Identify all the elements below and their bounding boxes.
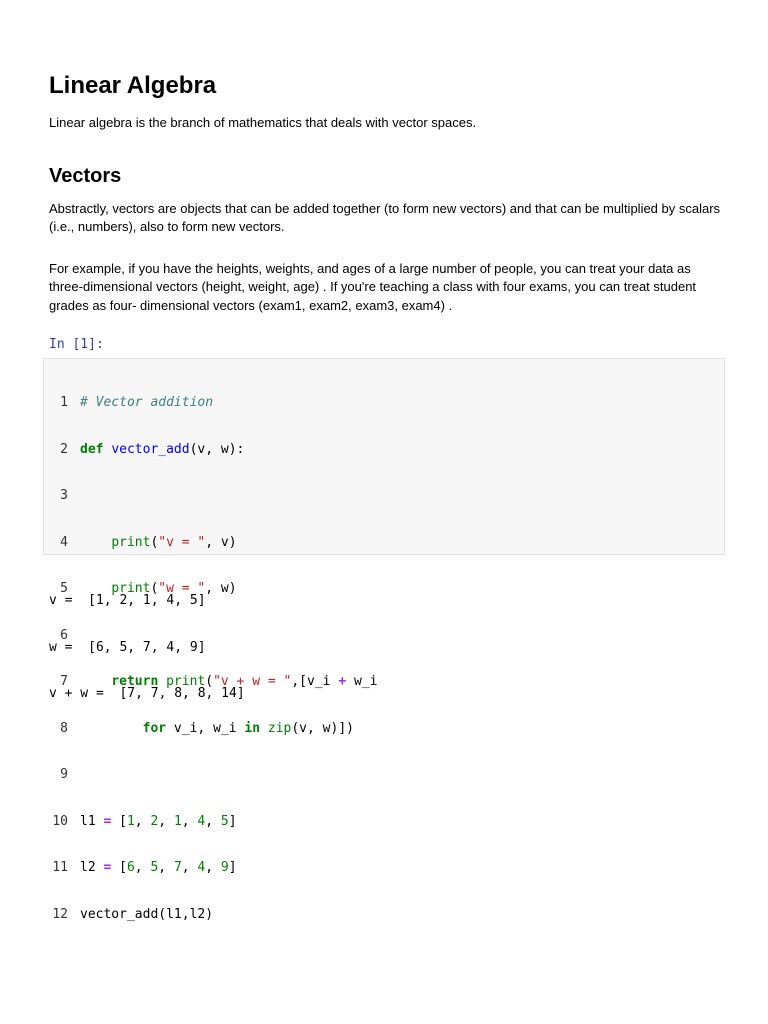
code-operator: +: [338, 674, 347, 689]
code-builtin: print: [111, 534, 151, 550]
paragraph-example: For example, if you have the heights, weights, and ages of a large number of people, you can treat your data as three-dimensional vectors (height, weight, age) . If you're teaching a class with four exams, you can treat student grades as four- dimensional vectors (exam1, exam2, exam3, exam4) .: [49, 261, 697, 313]
code-text: [: [111, 813, 127, 829]
line-number: 7: [60, 674, 68, 689]
code-number: 2: [150, 813, 159, 829]
code-text: ,: [181, 813, 198, 829]
code-text: [: [111, 860, 127, 875]
code-text: , v): [205, 534, 237, 550]
code-line: [49, 535, 377, 551]
input-prompt: In [1]:: [49, 337, 104, 352]
line-number: 2: [60, 441, 68, 457]
code-keyword: def: [80, 441, 104, 457]
code-text: (: [205, 674, 214, 689]
line-number: 3: [60, 488, 68, 503]
code-text: , w): [205, 581, 237, 596]
code-line: [49, 442, 377, 458]
code-keyword: return: [111, 674, 159, 689]
code-text: [260, 721, 268, 736]
line-number: 11: [52, 860, 68, 875]
code-function-name: vector_add: [111, 441, 190, 457]
code-keyword: for: [142, 720, 167, 736]
code-number: 7: [173, 860, 182, 875]
paragraph-abstract: Abstractly, vectors are objects that can be added together (to form new vectors) and that can be multiplied by scalars (i.e., numbers), also to form new vectors.: [49, 201, 721, 235]
code-text: (: [150, 534, 159, 550]
code-text: ,: [205, 813, 221, 829]
output-line: w = [6, 5, 7, 4, 9]: [49, 639, 206, 655]
code-keyword: in: [244, 720, 261, 736]
code-text: ,: [158, 860, 174, 875]
line-number: 4: [60, 534, 68, 550]
output-line: v + w = [7, 7, 8, 8, 14]: [49, 686, 245, 701]
code-text: v_i, w_i: [166, 720, 245, 736]
code-number: 9: [220, 860, 229, 875]
code-text: (: [150, 581, 159, 596]
code-text: ,[v_i: [291, 674, 339, 689]
code-text: ,: [181, 860, 198, 875]
line-number: 6: [60, 627, 68, 643]
code-text: ]: [228, 813, 237, 829]
code-text: l1: [80, 813, 104, 829]
line-number: 10: [52, 813, 68, 829]
code-number: 6: [126, 860, 135, 875]
code-text: vector_add(l1,l2): [80, 906, 214, 922]
page-title: Linear Algebra: [49, 72, 217, 99]
code-line: [49, 907, 377, 923]
code-number: 4: [197, 860, 206, 875]
code-text: ,: [205, 860, 221, 875]
code-string: "w = ": [158, 581, 206, 596]
line-number: 5: [60, 581, 68, 596]
line-number: 1: [60, 395, 68, 410]
code-string: "v = ": [158, 534, 206, 550]
intro-text: Linear algebra is the branch of mathematics that deals with vector spaces.: [49, 115, 477, 130]
code-number: 1: [173, 813, 182, 829]
line-number: 8: [60, 720, 68, 736]
code-line: [49, 860, 377, 876]
code-text: (v, w):: [189, 441, 245, 457]
output-line: v = [1, 2, 1, 4, 5]: [49, 593, 206, 608]
code-builtin: print: [166, 674, 206, 689]
code-operator: =: [103, 813, 112, 829]
code-string: "v + w = ": [213, 674, 292, 689]
code-number: 1: [126, 813, 135, 829]
code-comment: # Vector addition: [80, 395, 214, 410]
code-number: 5: [150, 860, 159, 875]
code-number: 4: [197, 813, 206, 829]
code-text: ,: [134, 860, 151, 875]
code-text: ,: [158, 813, 174, 829]
code-builtin: zip: [267, 720, 292, 736]
cell-output: [49, 562, 245, 733]
code-line: [49, 395, 377, 411]
code-text: (v, w)]): [291, 720, 354, 736]
code-text: [80, 535, 111, 550]
code-text: l2: [80, 860, 104, 875]
code-builtin: print: [111, 581, 151, 596]
line-number: 12: [52, 906, 68, 922]
code-operator: =: [103, 860, 112, 875]
code-line: [49, 814, 377, 830]
code-text: w_i: [346, 674, 378, 689]
line-number: 9: [60, 767, 68, 782]
code-line: [49, 488, 377, 504]
section-heading: Vectors: [49, 165, 122, 187]
code-number: 5: [220, 813, 229, 829]
code-line: [49, 767, 377, 783]
code-text: ]: [228, 860, 237, 875]
code-text: ,: [134, 813, 151, 829]
